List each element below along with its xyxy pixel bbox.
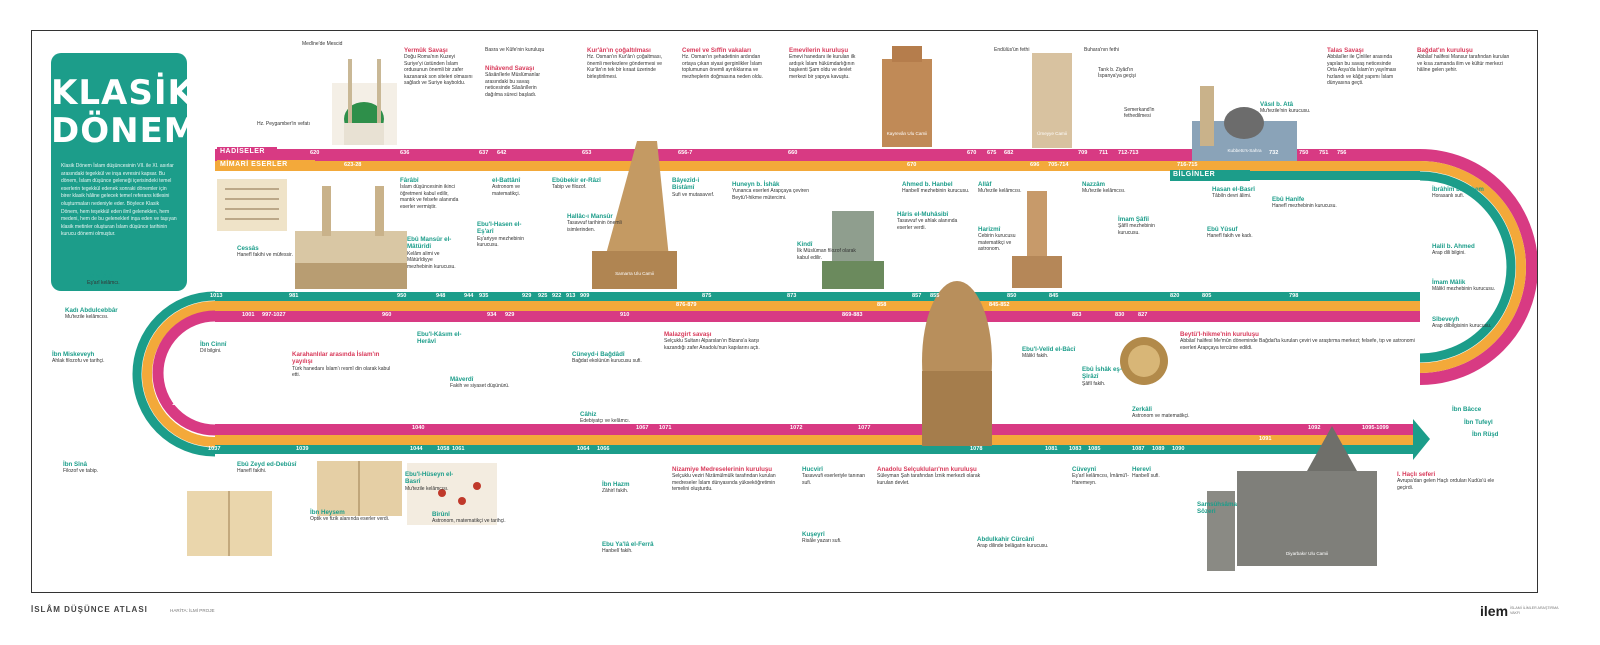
- event-ebu-hanife: Ebû Hanîfe Hanefî mezhebinin kurucusu.: [1272, 196, 1337, 210]
- event-peygamber-vefat: Hz. Peygamber'in vefatı: [257, 121, 310, 127]
- event-halil: Halil b. Ahmed Arap dili bilgini.: [1432, 243, 1475, 257]
- year-1001: 1001: [242, 312, 255, 318]
- timeline-frame: [31, 30, 1538, 593]
- event-curcani: Abdulkahir Cürcânî Arap dilinde belâgatın kurucusu.: [977, 536, 1049, 550]
- caption-kubbetus-sahra: Kubbetü's-Sahra: [1227, 148, 1262, 153]
- top-orange-band: [215, 161, 1420, 171]
- year-711: 711: [1099, 150, 1109, 156]
- event-hanbel: Ahmed b. Hanbel Hanbelî mezhebinin kurucusu.: [902, 181, 970, 195]
- event-sibeveyh: Sîbeveyh Arap dilbilgisinin kurucusu.: [1432, 316, 1492, 330]
- year-869-883: 869-883: [842, 312, 863, 318]
- event-battani: el-Battânî Astronom ve matematikçi.: [492, 177, 521, 197]
- year-1083: 1083: [1069, 446, 1082, 452]
- year-1030: 1030: [172, 401, 185, 407]
- minaret-image-4: [1200, 86, 1214, 146]
- event-endulus: Endülüs'ün fethi: [994, 47, 1030, 53]
- year-1023: 1023: [170, 361, 183, 367]
- year-1085: 1085: [1088, 446, 1101, 452]
- year-732: 732: [1269, 150, 1279, 156]
- event-debusi: Ebû Zeyd ed-Debûsî Hanefî fakihi.: [237, 461, 297, 475]
- year-853: 853: [1072, 312, 1082, 318]
- low-orange-band: [215, 435, 1413, 445]
- event-maverdi: Mâverdî Fakih ve siyaset düşünürü.: [450, 376, 510, 390]
- event-farabi: Fârâbî İslam düşüncesinin ikinci öğretmeni kabul edilir, mantık ve felsefe alanında eserler vermiştir.: [400, 177, 459, 210]
- year-948: 948: [436, 293, 446, 299]
- year-705-714: 705-714: [1048, 162, 1069, 168]
- event-cuveyni: Cüveynî Eş'arî kelâmcısı, İmâmü'l-Haremeyn.: [1072, 466, 1129, 486]
- event-cahiz: Câhiz Edebiyatçı ve kelâmcı.: [580, 411, 631, 425]
- year-756: 756: [1337, 150, 1347, 156]
- mimari-label: MİMARİ ESERLER: [220, 161, 288, 168]
- event-hucviri: Hucvirî Tasavvufi eserleriyle tanınan sufi.: [802, 466, 866, 486]
- year-827: 827: [1138, 312, 1148, 318]
- event-baci: Ebu'l-Velîd el-Bâcî Mâlikî fakih.: [1022, 346, 1076, 360]
- year-850: 850: [1007, 293, 1017, 299]
- year-857: 857: [912, 293, 922, 299]
- title-line-1: KLASİK: [51, 73, 195, 113]
- year-922: 922: [552, 293, 562, 299]
- year-1058: 1058: [437, 446, 450, 452]
- event-esari: Ebu'l-Hasen el-Eş'arî Eş'ariyye mezhebinin kurucusu.: [477, 221, 525, 249]
- event-tarik: Tarık b. Ziyâd'ın İspanya'ya geçişi: [1098, 67, 1136, 80]
- year-1095-1099: 1095-1099: [1362, 425, 1389, 431]
- year-623-28: 623-28: [344, 162, 362, 168]
- year-909: 909: [580, 293, 590, 299]
- year-751: 751: [1319, 150, 1329, 156]
- year-670a: 670: [907, 162, 917, 168]
- year-855: 855: [930, 293, 940, 299]
- year-820: 820: [1170, 293, 1180, 299]
- year-670b: 670: [967, 150, 977, 156]
- event-hallac: Hallâc-ı Mansûr Tasavvuf tarihinin önemli isimlerinden.: [567, 213, 622, 233]
- year-682: 682: [1004, 150, 1014, 156]
- event-razi: Ebûbekir er-Râzî Tabip ve filozof.: [552, 177, 601, 191]
- year-997-1027: 997-1027: [262, 312, 286, 318]
- year-1044: 1044: [410, 446, 423, 452]
- year-960: 960: [382, 312, 392, 318]
- event-ibn-hazm: İbn Hazm Zâhirî fakih.: [602, 481, 630, 495]
- year-873: 873: [787, 293, 797, 299]
- event-medine-mescid: Medîne'de Mescid: [302, 41, 343, 47]
- event-huneyn: Huneyn b. İshâk Yunanca eserleri Arapçaya çeviren Beytü'l-hikme mütercimi.: [732, 181, 809, 201]
- year-1077: 1077: [858, 425, 871, 431]
- year-1090: 1090: [1172, 446, 1185, 452]
- event-karahanli: Karahanlılar arasında İslam'ın yayılışı Türk hanedanı İslam'ı resmî din olarak kabul etti.: [292, 351, 391, 379]
- year-845-852: 845-852: [989, 302, 1010, 308]
- event-nihavend: Nihâvend Savaşı Sâsânîlerle Müslümanlar arasındaki bu savaş neticesinde Sâsânîlerin dağılma süreci başladı.: [485, 65, 541, 98]
- event-kuseyri: Kuşeyrî Risâle yazarı sufi.: [802, 531, 842, 545]
- event-ibn-rusd: İbn Rüşd: [1472, 431, 1499, 438]
- year-929: 929: [522, 293, 532, 299]
- event-ibn-bacce: İbn Bâcce: [1452, 406, 1482, 413]
- year-981: 981: [289, 293, 299, 299]
- mosque-image-azhar: [295, 186, 407, 289]
- event-herevi-2: Ebu'l-Kâsım el-Herâvî: [417, 331, 462, 346]
- footer-subtitle: HARİTA: İLMİ PROJE: [170, 608, 215, 613]
- footer-logo-ilem: ilem: [1480, 603, 1509, 619]
- year-925: 925: [538, 293, 548, 299]
- event-buhara: Buhara'nın fethi: [1084, 47, 1119, 53]
- event-zerkali: Zerkâlî Astronom ve matematikçi.: [1132, 406, 1190, 420]
- event-bagdat: Bağdat'ın kuruluşu Abbâsî halifesi Mansur tarafından kurulan ve kısa zamanda ilim ve kültür merkezi hâline gelen şehir.: [1417, 47, 1510, 74]
- event-ebul-huseyn: Ebu'l-Hüseyn el-Basrî Mu'tezile kelâmcısı.: [405, 471, 454, 492]
- year-1013: 1013: [210, 293, 223, 299]
- book-image-1: [317, 461, 402, 516]
- year-1072: 1072: [790, 425, 803, 431]
- event-cemel: Cemel ve Sıffîn vakaları Hz. Osman'ın şehadetinin ardından ortaya çıkan siyasi gerginlikler İslam toplumunun önemli ayrılıklarına ve mezheplerin doğmasına neden oldu.: [682, 47, 763, 80]
- event-herevi: Herevî Hanbelî sufi.: [1132, 466, 1160, 480]
- year-696: 696: [1030, 162, 1040, 168]
- year-1092: 1092: [1308, 425, 1321, 431]
- mid-orange-band: [215, 301, 1420, 311]
- year-805: 805: [1202, 293, 1212, 299]
- manuscript-image-1: [217, 179, 287, 231]
- event-abdulcebbar: Kadı Abdulcebbâr Mu'tezile kelâmcısı.: [65, 307, 118, 321]
- year-637: 637: [479, 150, 489, 156]
- event-malik: İmam Mâlik Mâlikî mezhebinin kurucusu.: [1432, 279, 1496, 293]
- hadiseler-label: HADİSELER: [220, 148, 265, 155]
- year-1071: 1071: [659, 425, 672, 431]
- footer-logo-vakif: İSLAMİ İLİMLER ARAŞTIRMA VAKFI: [1510, 606, 1559, 615]
- event-miskeveyh: İbn Miskeveyh Ahlak filozofu ve tarihçi.: [52, 351, 105, 365]
- footer-atlas-title: İSLÂM DÜŞÜNCE ATLASI: [31, 605, 148, 614]
- event-talas: Talas Savaşı Abbâsîler ile Çinliler arasında yapılan bu savaş neticesinde Orta Asya'da İslam'ın yayılması hızlandı ve kâğıt yapımı İslam dünyasına geçti.: [1327, 47, 1397, 87]
- event-emeviler: Emevîlerin kuruluşu Emevi hanedanı ile kurulan ilk ardışık İslam hükümdarlığının başkenti Şam oldu ve devlet merkezi bir yapıya kavuştu.: [789, 47, 856, 80]
- title-line-2: DÖNEM: [51, 111, 199, 151]
- year-660: 660: [788, 150, 798, 156]
- year-716-715: 716-715: [1177, 162, 1198, 168]
- event-cessas: Cessâs Hanefî fakihi ve müfessir.: [237, 245, 293, 259]
- event-hacli-seferi: I. Haçlı seferi Avrupa'dan gelen Haçlı orduları Kudüs'ü ele geçirdi.: [1397, 471, 1495, 491]
- event-harizmi: Harizmî Cebirin kurucusu matematikçi ve astronom.: [978, 226, 1016, 253]
- event-bistami: Bâyezîd-i Bistâmî Sufi ve mutasavvıf.: [672, 177, 715, 198]
- event-edhem: İbrâhîm b. Edhem Horasanlı sufi.: [1432, 186, 1484, 200]
- year-798: 798: [1289, 293, 1299, 299]
- event-biruni: Bîrûnî Astronom, matematikçi ve tarihçi.: [432, 511, 506, 525]
- year-712-713: 712-713: [1118, 150, 1139, 156]
- spiral-image: [922, 281, 992, 446]
- year-656-7: 656-7: [678, 150, 693, 156]
- year-944: 944: [464, 293, 474, 299]
- year-1061: 1061: [452, 446, 465, 452]
- low-teal-band: [215, 445, 1413, 454]
- year-913: 913: [566, 293, 576, 299]
- event-malazgirt: Malazgirt savaşı Selçuklu Sultanı Alparslan'ın Bizans'a karşı kazandığı zafer Anadolu'nun kapılarını açtı.: [664, 331, 760, 351]
- year-929b: 929: [505, 312, 515, 318]
- event-ibn-cinni: İbn Cinnî Dil bilgini.: [200, 341, 227, 355]
- caption-kayrevan: Kayrevân Ulu Camii: [886, 131, 928, 136]
- low-pink-band: [215, 424, 1413, 435]
- year-858: 858: [877, 302, 887, 308]
- timeline-arrow: [1413, 419, 1430, 460]
- event-cuneyd: Cüneyd-i Bağdâdî Bağdat ekolünün kurucusu sufi.: [572, 351, 642, 365]
- year-675: 675: [987, 150, 997, 156]
- event-nazzam: Nazzâm Mu'tezile kelâmcısı.: [1082, 181, 1126, 195]
- event-muhasibi: Hâris el-Muhâsibî Tasavvuf ve ahlak alanında eserler verdi.: [897, 211, 958, 231]
- event-anadolu-selcuklu: Anadolu Selçukluları'nın kuruluşu Süleyman Şah tarafından İznik merkezli olarak kurulan devlet.: [877, 466, 981, 486]
- caption-umeyye: Ümeyye Camii: [1037, 131, 1067, 136]
- title-intro: Klasik Dönem İslam düşüncesinin VII. ile XI. asırlar arasındaki tegekkül ve inşa evresini kapsar. Bu dönem, İslam düşünce geleneği içerisindeki temel eserlerin tegekkül edenek sonraki dönemler için birer klasik hâline gelecek temel referans kitlesini oluşturmaları nedeniyle eder. Böylece Klasik Dönem, hem teşekkül eden ilmî geleneklen, hem medeni, hem de bu geleneklerl inşa eden ve taşıyan klasik metinler oluşturan İslam düşünce tarihinin kurucu dönemi olmuştur.: [61, 163, 177, 238]
- year-620: 620: [310, 150, 320, 156]
- year-845: 845: [1049, 293, 1059, 299]
- event-hasan-basri: Hasan el-Basrî Tâbiîn devri âlimi.: [1212, 186, 1255, 200]
- timeline-graphic: [32, 31, 1538, 593]
- year-653: 653: [582, 150, 592, 156]
- year-910: 910: [620, 312, 630, 318]
- year-830: 830: [1115, 312, 1125, 318]
- year-1064: 1064: [577, 446, 590, 452]
- event-basra-kufe: Basra ve Kûfe'nin kuruluşu: [485, 47, 545, 53]
- event-ferra: Ebu Ya'lâ el-Ferrâ Hanbelî fakih.: [602, 541, 654, 555]
- mid-teal-band: [215, 292, 1420, 301]
- event-sirazi: Ebû İshâk eş-Şîrâzî Şâfiî fakih.: [1082, 366, 1122, 387]
- event-kuran: Kur'ân'ın çoğaltılması Hz. Osman'ın Kur'ân'ı çoğaltması, önemli merkezlere göndermesi ve Kur'ân'ın tek bir kıraat üzerinde birleştirilmesi.: [587, 47, 663, 80]
- year-950: 950: [397, 293, 407, 299]
- event-bakillani: Bâkıllânî Eş'arî kelâmcı.: [87, 273, 120, 287]
- event-vasil: Vâsıl b. Atâ Mu'tezile'nin kurucusu.: [1260, 101, 1311, 115]
- bilginler-label: BİLGİNLER: [1173, 171, 1216, 178]
- year-934: 934: [487, 312, 497, 318]
- book-image-2: [187, 491, 272, 556]
- event-safii: İmam Şâfiî Şâfiî mezhebinin kurucusu.: [1118, 216, 1155, 236]
- event-ibn-tufeyl: İbn Tufeyl: [1464, 419, 1493, 426]
- year-1067: 1067: [636, 425, 649, 431]
- year-1040: 1040: [412, 425, 425, 431]
- year-1091: 1091: [1259, 436, 1272, 442]
- caption-diyarbakir: Diyarbakır Ulu Camii: [1285, 551, 1329, 556]
- event-beytul-hikme: Beytü'l-hikme'nin kuruluşu Abbâsî halifesi Me'mûn döneminde Bağdat'ta kurulan çeviri ve araştırma merkezi; felsefe, tıp ve astronomi eserleri Arapçaya tercüme edildi.: [1180, 331, 1415, 351]
- title-box: [51, 53, 199, 291]
- year-1066: 1066: [597, 446, 610, 452]
- year-1039: 1039: [296, 446, 309, 452]
- year-1089: 1089: [1152, 446, 1165, 452]
- year-1037: 1037: [208, 446, 221, 452]
- event-yermuk: Yermük Savaşı Doğu Roma'nın Kuzeyi Suriye'yi üstünden İslam ordusunun önemli bir zafer kazanarak son siteleri olmasını sağladı ve Suriye kayboldu.: [404, 47, 473, 87]
- year-636: 636: [400, 150, 410, 156]
- caption-samarra: Samarra Ulu Camii: [615, 271, 654, 276]
- year-642: 642: [497, 150, 507, 156]
- event-samsuhsama: Samsûhsâma Sözeri: [1197, 501, 1237, 516]
- year-709: 709: [1078, 150, 1088, 156]
- year-876-879: 876-879: [676, 302, 697, 308]
- event-ibn-heysem: İbn Heysem Optik ve fizik alanında eserler verdi.: [310, 509, 390, 523]
- year-935: 935: [479, 293, 489, 299]
- year-750: 750: [1299, 150, 1309, 156]
- event-allaf: Allâf Mu'tezile kelâmcısı.: [978, 181, 1022, 195]
- year-1081: 1081: [1045, 446, 1058, 452]
- mosque-image-madina: [332, 59, 397, 145]
- event-kindi: Kindî İlk Müslüman filozof olarak kabul edilir.: [797, 241, 856, 261]
- year-1087: 1087: [1132, 446, 1145, 452]
- event-maturidi: Ebû Mansûr el-Mâtürîdî Kelâm alimi ve Mâtürîdiyye mezhebinin kurucusu.: [407, 236, 456, 270]
- event-ibn-sina: İbn Sînâ Filozof ve tabip.: [63, 461, 99, 475]
- event-sevbani: Ebû Yûsuf Hanefî fakih ve kadı.: [1207, 226, 1253, 240]
- event-nizamiye: Nizamiye Medreselerinin kuruluşu Selçuklu veziri Nizâmülmülk tarafından kurulan medreseler İslam dünyasında yükseköğretimin temelini oluşturdu.: [672, 466, 776, 493]
- event-semerkand: Semerkand'in fethedilmesi: [1124, 107, 1155, 120]
- year-875: 875: [702, 293, 712, 299]
- mid-pink-band: [215, 311, 1420, 322]
- year-1078: 1078: [970, 446, 983, 452]
